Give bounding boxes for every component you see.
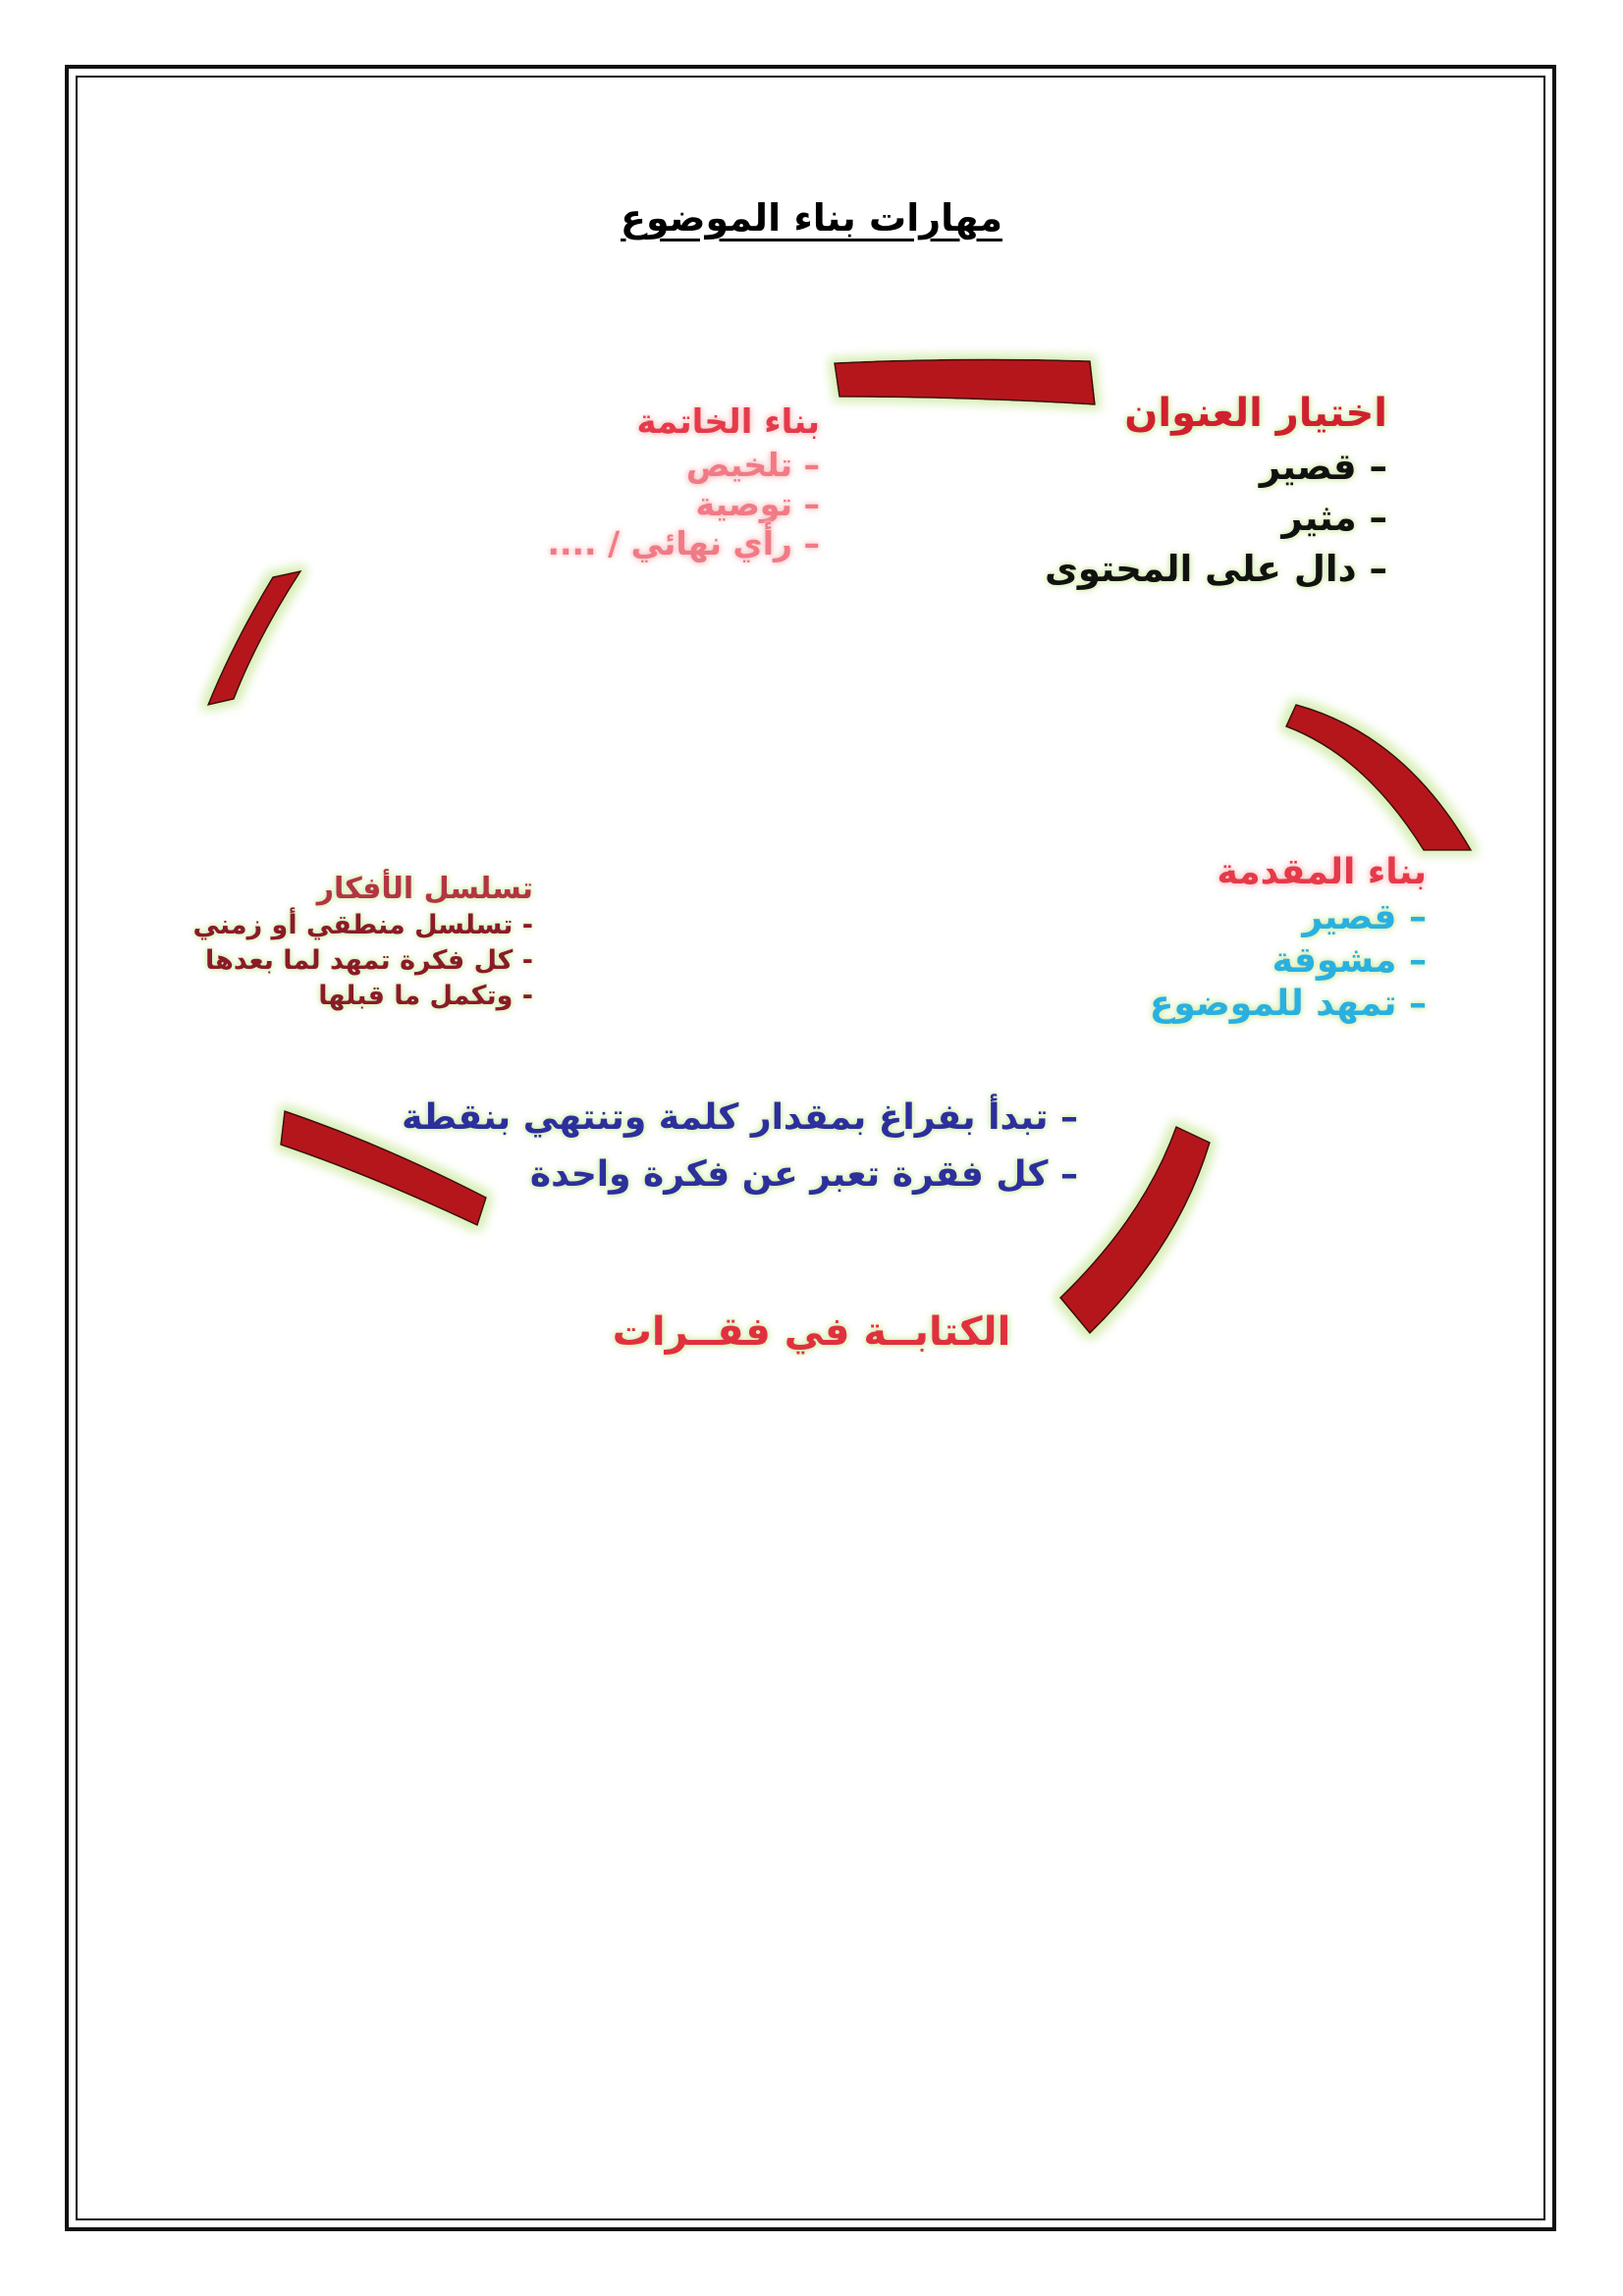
title-choice-item: – دال على المحتوى <box>1045 548 1387 590</box>
introduction-item: – قصير <box>1302 897 1427 937</box>
title-choice-section <box>1045 391 1387 595</box>
paragraphs-section <box>402 1090 1078 1203</box>
writing-in-paragraphs-label: الكتابــة في فقــرات <box>612 1309 1011 1355</box>
title-choice-item: – قصير <box>1259 446 1387 488</box>
title-choice-item: – مثير <box>1281 497 1387 539</box>
sequencing-heading: تسلسل الأفكار <box>316 872 533 906</box>
conclusion-item: – رأي نهائي / .... <box>547 524 820 562</box>
conclusion-section <box>547 402 820 563</box>
arc-left <box>208 571 300 705</box>
sequencing-section <box>193 872 533 1014</box>
arc-right-upper <box>1286 705 1471 850</box>
arc-right-lower <box>1060 1127 1210 1333</box>
sequencing-item: - وتكمل ما قبلها <box>318 981 533 1011</box>
sequencing-item: - كل فكرة تمهد لما بعدها <box>205 945 533 976</box>
page-title-text: مهارات بناء الموضوع <box>621 196 1002 240</box>
introduction-section <box>1150 852 1427 1026</box>
paragraphs-item: – كل فقرة تعبر عن فكرة واحدة <box>529 1154 1078 1195</box>
conclusion-heading: بناء الخاتمة <box>636 402 820 442</box>
introduction-heading: بناء المقدمة <box>1217 852 1427 892</box>
introduction-item: – مشوقة <box>1271 940 1427 981</box>
conclusion-item: – توصية <box>695 485 820 523</box>
introduction-item: – تمهد للموضوع <box>1149 984 1427 1024</box>
conclusion-item: – تلخيص <box>685 446 820 484</box>
title-choice-heading: اختيار العنوان <box>1124 391 1387 436</box>
paragraphs-item: – تبدأ بفراغ بمقدار كلمة وتنتهي بنقطة <box>402 1097 1078 1138</box>
sequencing-item: - تسلسل منطقي أو زمني <box>192 910 533 940</box>
